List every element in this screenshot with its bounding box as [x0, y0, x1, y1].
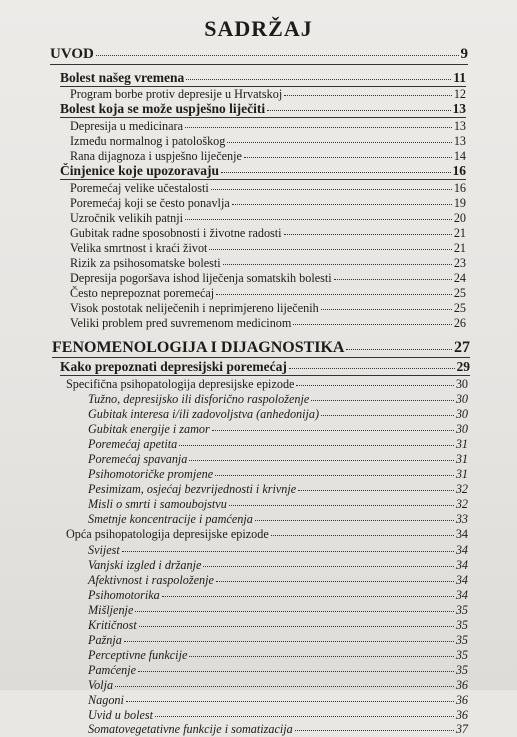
- toc-page-number: 27: [454, 339, 470, 356]
- dot-leader: [185, 125, 452, 128]
- dot-leader: [139, 624, 454, 627]
- dot-leader: [155, 714, 454, 717]
- toc-entry: [88, 603, 468, 618]
- toc-entry: [70, 119, 466, 134]
- toc-entry-title: Perceptivne funkcije: [88, 648, 188, 662]
- toc-entry-title: Pažnja: [88, 633, 122, 647]
- toc-entry-title: Poremećaj velike učestalosti: [70, 181, 209, 195]
- toc-entry: [70, 271, 466, 286]
- toc-page-number: 24: [453, 271, 466, 285]
- toc-page-number: 11: [453, 70, 466, 85]
- toc-page-number: 14: [453, 149, 466, 163]
- toc-page-number: 32: [455, 497, 468, 511]
- dot-leader: [216, 579, 454, 582]
- dot-leader: [284, 93, 452, 96]
- dot-leader: [122, 549, 454, 552]
- toc-page-number: 9: [460, 46, 468, 62]
- toc-entry: [66, 527, 468, 542]
- toc-entry-title: Kako prepoznati depresijski poremećaj: [60, 359, 287, 374]
- dot-leader: [216, 292, 452, 295]
- toc-entry-title: Visok postotak neliječenih i neprimjereno liječenih: [70, 301, 319, 315]
- toc-entry-title: Program borbe protiv depresije u Hrvatskoj: [70, 87, 283, 101]
- toc-entry: [70, 196, 466, 211]
- toc-page-number: 31: [455, 437, 468, 451]
- toc-entry: [70, 241, 466, 256]
- toc-entry: [60, 70, 466, 86]
- toc-page-number: 25: [453, 286, 466, 300]
- dot-leader: [227, 140, 451, 143]
- toc-entry: [60, 163, 466, 179]
- toc-entry-title: FENOMENOLOGIJA I DIJAGNOSTIKA: [52, 339, 345, 356]
- dot-leader: [284, 232, 452, 235]
- toc-page-number: 13: [453, 119, 466, 133]
- toc-page-number: 16: [452, 163, 466, 178]
- toc-entry: [88, 693, 468, 708]
- dot-leader: [212, 428, 454, 431]
- dot-leader: [321, 307, 452, 310]
- toc-entry-title: Volja: [88, 678, 114, 692]
- toc-entry-title: Tužno, depresijsko ili disforično raspoloženje: [88, 392, 310, 406]
- toc-page-number: 34: [455, 527, 468, 541]
- toc-entry-title: Poremećaj spavanja: [88, 452, 188, 466]
- dot-leader: [311, 398, 454, 401]
- dot-leader: [162, 594, 454, 597]
- toc-entry: [88, 722, 468, 737]
- dot-leader: [229, 503, 454, 506]
- toc-entry-title: Poremećaj koji se često ponavlja: [70, 196, 230, 210]
- toc-page-number: 37: [455, 722, 468, 736]
- dot-leader: [211, 187, 452, 190]
- toc-entry: [88, 437, 468, 452]
- toc-entry-title: Mišljenje: [88, 603, 134, 617]
- toc-entry-title: Velika smrtnost i kraći život: [70, 241, 208, 255]
- toc-entry: [66, 377, 468, 392]
- toc-entry-title: Specifična psihopatologija depresijske epizode: [66, 377, 295, 391]
- section-underline: [60, 179, 466, 180]
- toc-page-number: 36: [455, 708, 468, 722]
- dot-leader: [232, 202, 452, 205]
- toc-entry: [88, 573, 468, 588]
- toc-entry-title: Gubitak energije i zamor: [88, 422, 210, 436]
- toc-entry-title: Nagoni: [88, 693, 124, 707]
- toc-entry: [70, 316, 466, 331]
- toc-entry-title: Rizik za psihosomatske bolesti: [70, 256, 221, 270]
- toc-page-number: 13: [452, 101, 466, 116]
- toc-page-number: 30: [455, 392, 468, 406]
- toc-entry-title: Gubitak radne sposobnosti i životne radosti: [70, 226, 282, 240]
- section-underline: [50, 64, 468, 65]
- toc-entry: [88, 558, 468, 573]
- toc-page-number: 21: [453, 226, 466, 240]
- dot-leader: [223, 262, 452, 265]
- dot-leader: [334, 277, 452, 280]
- dot-leader: [255, 518, 454, 521]
- toc-entry-title: Somatovegetativne funkcije i somatizacija: [88, 722, 293, 736]
- dot-leader: [203, 564, 453, 567]
- toc-entry: [88, 618, 468, 633]
- dot-leader: [298, 488, 454, 491]
- dot-leader: [185, 217, 452, 220]
- toc-entry-title: Bolest našeg vremena: [60, 70, 185, 85]
- dot-leader: [346, 346, 452, 350]
- toc-entry: [70, 181, 466, 196]
- toc-entry-title: Vanjski izgled i držanje: [88, 558, 202, 572]
- toc-entry: [70, 87, 466, 102]
- section-underline: [60, 375, 470, 376]
- toc-entry: [70, 256, 466, 271]
- toc-entry-title: UVOD: [50, 46, 94, 62]
- toc-entry-title: Misli o smrti i samoubojstvu: [88, 497, 227, 511]
- toc-entry: [88, 482, 468, 497]
- dot-leader: [296, 383, 453, 386]
- dot-leader: [126, 699, 454, 702]
- toc-entry-title: Često neprepoznat poremećaj: [70, 286, 215, 300]
- toc-entry-title: Kritičnost: [88, 618, 137, 632]
- toc-page-number: 35: [455, 603, 468, 617]
- toc-entry-title: Depresija u medicinara: [70, 119, 184, 133]
- toc-entry-title: Između normalnog i patološkog: [70, 134, 226, 148]
- toc-entry-title: Smetnje koncentracije i pamćenja: [88, 512, 253, 526]
- toc-entry-title: Depresija pogoršava ishod liječenja somatskih bolesti: [70, 271, 332, 285]
- toc-entry: [88, 633, 468, 648]
- toc-entry: [70, 134, 466, 149]
- dot-leader: [115, 684, 454, 687]
- dot-leader: [293, 322, 451, 325]
- toc-page-number: 32: [455, 482, 468, 496]
- toc-entry: [60, 101, 466, 117]
- toc-page-number: 21: [453, 241, 466, 255]
- section-underline: [52, 357, 470, 358]
- toc-entry: [60, 359, 470, 375]
- toc-page-number: 29: [456, 359, 470, 374]
- toc-page-number: 35: [455, 648, 468, 662]
- toc-entry-title: Afektivnost i raspoloženje: [88, 573, 214, 587]
- toc-entry: [88, 497, 468, 512]
- toc-entry: [88, 543, 468, 558]
- toc-entry-title: Veliki problem pred suvremenom medicinom: [70, 316, 292, 330]
- toc-entry: [50, 46, 468, 63]
- toc-entry-title: Rana dijagnoza i uspješno liječenje: [70, 149, 242, 163]
- toc-page-number: 30: [455, 407, 468, 421]
- toc-entry-title: Uvid u bolest: [88, 708, 153, 722]
- toc-entry-title: Psihomotoričke promjene: [88, 467, 214, 481]
- dot-leader: [289, 365, 455, 369]
- toc-entry: [88, 422, 468, 437]
- toc-entry: [70, 301, 466, 316]
- toc-entry-title: Uzročnik velikih patnji: [70, 211, 184, 225]
- page-title: SADRŽAJ: [204, 16, 313, 41]
- toc-entry-title: Pamćenje: [88, 663, 137, 677]
- dot-leader: [244, 155, 452, 158]
- toc-page-number: 34: [455, 573, 468, 587]
- toc-entry-title: Bolest koja se može uspješno liječiti: [60, 101, 266, 116]
- toc-page-number: 35: [455, 663, 468, 677]
- dot-leader: [135, 609, 453, 612]
- dot-leader: [267, 107, 450, 111]
- dot-leader: [321, 413, 454, 416]
- toc-page-number: 36: [455, 693, 468, 707]
- toc-page-number: 31: [455, 452, 468, 466]
- toc-entry: [88, 407, 468, 422]
- toc-page-number: 33: [455, 512, 468, 526]
- toc-page-number: 23: [453, 256, 466, 270]
- toc-entry: [88, 452, 468, 467]
- dot-leader: [295, 728, 454, 731]
- toc-page-number: 16: [453, 181, 466, 195]
- toc-entry-title: Poremećaj apetita: [88, 437, 178, 451]
- toc-page-number: 35: [455, 618, 468, 632]
- toc-entry-title: Psihomotorika: [88, 588, 160, 602]
- toc-entry: [70, 226, 466, 241]
- toc-entry-title: Svijest: [88, 543, 120, 557]
- toc-page-number: 30: [455, 377, 468, 391]
- toc-page-number: 20: [453, 211, 466, 225]
- toc-page-number: 30: [455, 422, 468, 436]
- toc-page-number: 19: [453, 196, 466, 210]
- toc-page-number: 35: [455, 633, 468, 647]
- dot-leader: [186, 76, 451, 80]
- toc-entry: [88, 512, 468, 527]
- toc-page-number: 34: [455, 588, 468, 602]
- dot-leader: [221, 169, 451, 173]
- toc-page-number: 31: [455, 467, 468, 481]
- toc-page-number: 25: [453, 301, 466, 315]
- toc-page-number: 34: [455, 558, 468, 572]
- dot-leader: [189, 654, 453, 657]
- toc-page-number: 26: [453, 316, 466, 330]
- dot-leader: [124, 639, 454, 642]
- toc-entry: [70, 149, 466, 164]
- toc-page-number: 36: [455, 678, 468, 692]
- toc-entry: [88, 678, 468, 693]
- toc-entry: [88, 663, 468, 678]
- section-underline: [60, 117, 466, 118]
- toc-entry: [88, 392, 468, 407]
- toc-page-number: 13: [453, 134, 466, 148]
- toc-page-number: 34: [455, 543, 468, 557]
- toc-entry: [88, 708, 468, 723]
- toc-entry: [70, 286, 466, 301]
- dot-leader: [138, 669, 454, 672]
- toc-entry-title: Činjenice koje upozoravaju: [60, 163, 219, 178]
- dot-leader: [209, 247, 451, 250]
- toc-entry: [52, 339, 470, 357]
- toc-entry-title: Gubitak interesa i/ili zadovoljstva (anhedonija): [88, 407, 320, 421]
- toc-entry: [70, 211, 466, 226]
- toc-entry: [88, 467, 468, 482]
- dot-leader: [271, 533, 454, 536]
- dot-leader: [179, 443, 454, 446]
- dot-leader: [189, 458, 453, 461]
- toc-entry: [88, 588, 468, 603]
- toc-entry: [88, 648, 468, 663]
- toc-entry-title: Opća psihopatologija depresijske epizode: [66, 527, 269, 541]
- dot-leader: [96, 52, 459, 56]
- toc-page-number: 12: [453, 87, 466, 101]
- toc-entry-title: Pesimizam, osjećaj bezvrijednosti i krivnje: [88, 482, 297, 496]
- dot-leader: [215, 473, 454, 476]
